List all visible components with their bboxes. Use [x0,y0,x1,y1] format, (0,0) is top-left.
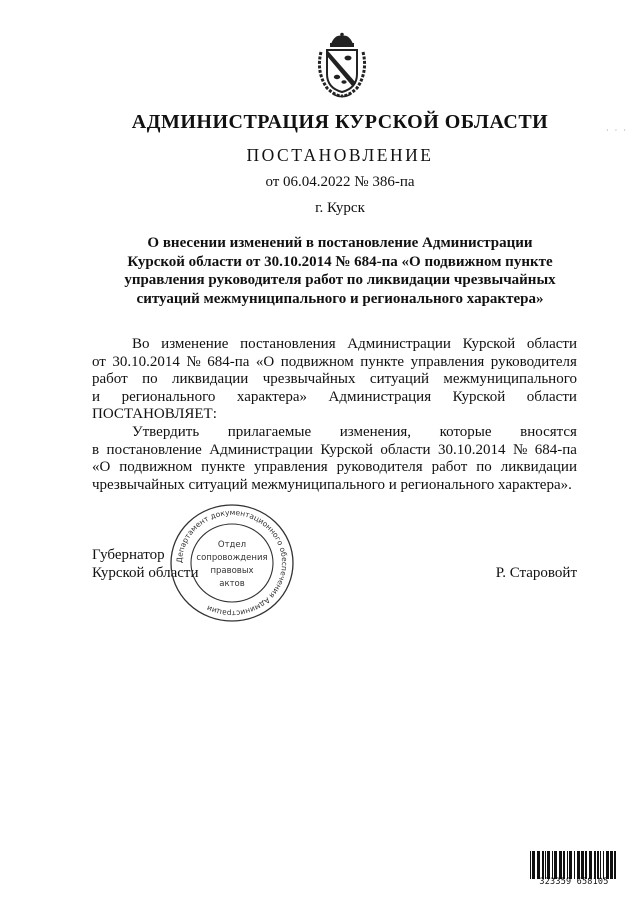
document-body [92,336,577,494]
stamp-line: сопровождения [196,553,268,563]
body-line: работ по ликвидации чрезвычайных ситуаций межмуниципального [92,371,577,388]
barcode-bar [574,851,575,879]
body-line: ПОСТАНОВЛЯЕТ: [92,406,217,423]
kursk-coat-of-arms-icon [313,32,371,100]
document-type: ПОСТАНОВЛЕНИЕ [246,145,434,165]
barcode-bar [567,851,568,879]
barcode-number: 323359 658105 [539,877,609,887]
subject-line: Курской области от 30.10.2014 № 684-па «О подвижном пункте [127,253,553,270]
signer-name: Р. Старовойт [495,565,577,581]
barcode-bar [547,851,550,879]
barcode-bar [610,851,613,879]
barcode [530,851,618,879]
barcode-bar [597,851,599,879]
subject-line: ситуаций межмуниципального и регионального характера» [136,290,544,307]
barcode-bar [594,851,596,879]
body-line: «О подвижном пункте управления руководителя работ по ликвидации [92,459,577,476]
subject-line: О внесении изменений в постановление Администрации [147,235,533,251]
signer-position-line: Курской области [92,564,199,581]
stamp-line: актов [219,579,245,589]
document-subject [100,234,580,308]
department-stamp [168,502,296,624]
document-date-number: от 06.04.2022 № 386-па [265,174,415,190]
signer-position-line: Губернатор [92,547,165,563]
barcode-bar [537,851,540,879]
barcode-bar [552,851,553,879]
stamp-ring-text: Департамент документационного обеспечения Администрации [174,507,290,619]
barcode-bar [600,851,601,879]
body-line: в постановление Администрации Курской области 30.10.2014 № 684-па [92,441,577,458]
barcode-bar [577,851,580,879]
body-line: Во изменение постановления Администрации Курской области [132,336,577,352]
barcode-bar [532,851,535,879]
subject-line: управления руководителя работ по ликвидации чрезвычайных [124,272,556,288]
barcode-bar [563,851,565,879]
barcode-bar [545,851,546,879]
margin-dots: · · · [606,126,628,135]
stamp-line: Отдел [217,540,247,550]
barcode-bar [585,851,587,879]
barcode-bar [581,851,584,879]
body-line: Утвердить прилагаемые изменения, которые вносятся [132,423,577,440]
barcode-bar [542,851,544,879]
barcode-bar [554,851,557,879]
barcode-bar [569,851,572,879]
body-line: чрезвычайных ситуаций межмуниципального и регионального характера». [92,476,572,493]
barcode-bar [530,851,531,879]
document-city: г. Курск [315,200,365,216]
body-line: и регионального характера» Администрация Курской области [92,388,577,405]
body-line: от 30.10.2014 № 684-па «О подвижном пункте управления руководителя [92,353,577,370]
barcode-bar [603,851,604,879]
stamp-line: правовых [210,566,254,576]
barcode-bar [559,851,562,879]
barcode-bar [589,851,592,879]
barcode-bar [606,851,609,879]
organization-title: АДМИНИСТРАЦИЯ КУРСКОЙ ОБЛАСТИ [131,111,549,133]
barcode-bar [614,851,616,879]
